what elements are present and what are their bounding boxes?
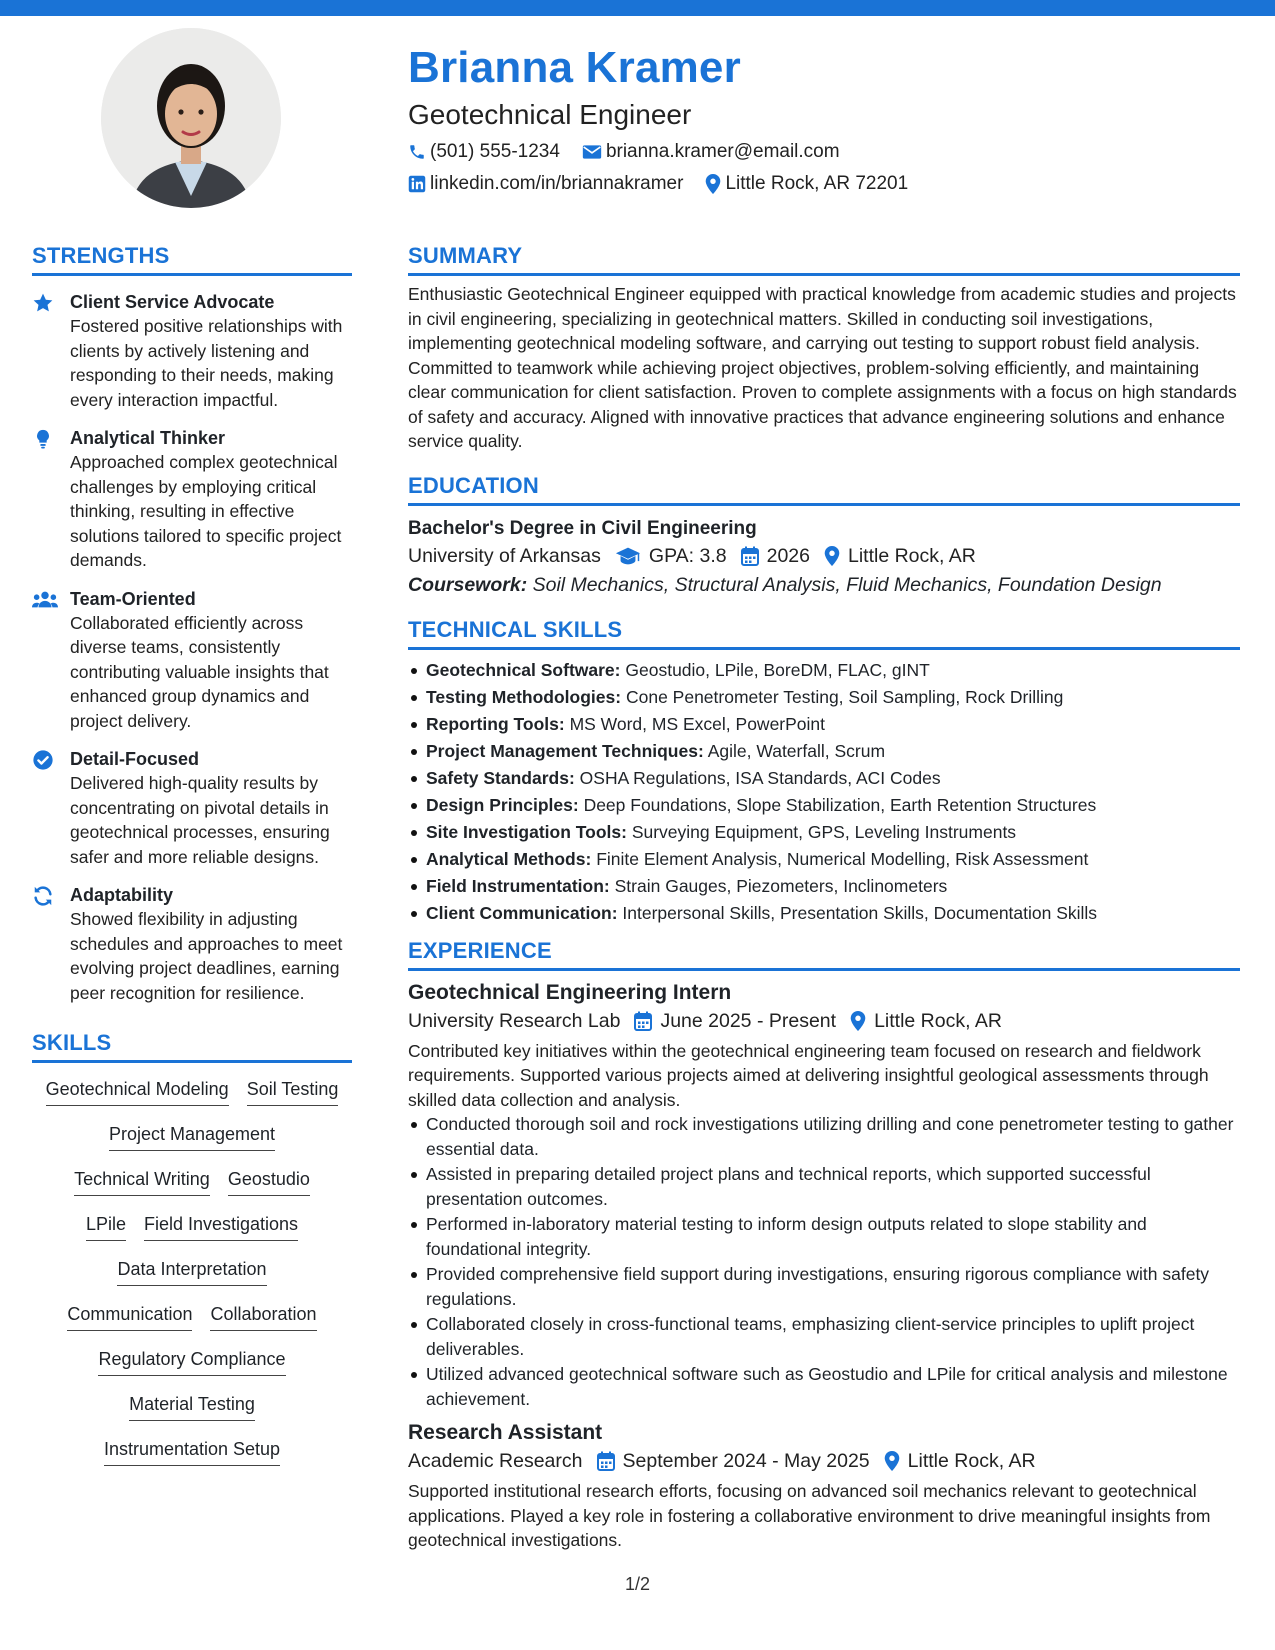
tech-value: OSHA Regulations, ISA Standards, ACI Codes [579, 767, 941, 788]
skill-tag: Communication [67, 1302, 192, 1331]
check-circle-icon [32, 749, 54, 771]
job-title: Geotechnical Engineering Intern [408, 980, 732, 1004]
tech-label: Site Investigation Tools: [426, 821, 627, 842]
tech-label: Design Principles: [426, 794, 579, 815]
star-icon [32, 292, 54, 314]
list-item [408, 765, 1240, 792]
technical-skills-heading: TECHNICAL SKILLS [408, 616, 1240, 650]
school-location [824, 542, 976, 570]
strength-item [32, 290, 352, 412]
strength-title: Team-Oriented [70, 588, 196, 609]
strength-title: Client Service Advocate [70, 292, 275, 312]
coursework-label: Coursework: [408, 573, 528, 596]
skill-row [32, 1077, 352, 1122]
tech-label: Safety Standards: [426, 767, 575, 788]
strength-desc: Approached complex geotechnical challenges by employing critical thinking, resulting in effective solutions tailored to specific project demands. [70, 452, 342, 570]
strength-desc: Fostered positive relationships with clients by actively listening and responding to their needs, making every interaction impactful. [70, 316, 343, 410]
job-dates [597, 1447, 870, 1475]
tech-value: Surveying Equipment, GPS, Leveling Instruments [631, 821, 1017, 842]
strength-item [32, 747, 352, 869]
job-meta [408, 1007, 1240, 1035]
resume-header [408, 40, 1248, 196]
tech-value: Agile, Waterfall, Scrum [707, 740, 886, 761]
strength-item [32, 883, 352, 1005]
page-number: 1/2 [624, 1574, 651, 1594]
tech-label: Project Management Techniques: [426, 740, 704, 761]
strength-item [32, 426, 352, 573]
list-item: Utilized advanced geotechnical software such as Geostudio and LPile for critical analysis and milestone achievement. [408, 1362, 1240, 1411]
company-text: University Research Lab [408, 1009, 621, 1032]
list-item [408, 846, 1240, 873]
job-entry [408, 1419, 1240, 1553]
list-item [408, 792, 1240, 819]
year-text: 2026 [766, 544, 810, 567]
list-item: Collaborated closely in cross-functional teams, emphasizing client-service principles to uplift project deliverables. [408, 1312, 1240, 1361]
tech-value: Cone Penetrometer Testing, Soil Sampling, Rock Drilling [625, 686, 1064, 707]
tech-value: Strain Gauges, Piezometers, Inclinometers [614, 875, 948, 896]
technical-skills-list [408, 657, 1240, 927]
linkedin-icon [408, 175, 426, 193]
strength-title: Analytical Thinker [70, 428, 226, 448]
tech-label: Geotechnical Software: [426, 659, 621, 680]
location-pin-icon [705, 174, 721, 194]
skill-tag: Instrumentation Setup [104, 1437, 280, 1466]
profile-photo [101, 28, 281, 208]
job-location-text: Little Rock, AR [874, 1009, 1002, 1032]
gpa-text: GPA: 3.8 [648, 544, 727, 567]
coursework [408, 570, 1240, 600]
strength-item [32, 587, 352, 734]
job-entry [408, 979, 1240, 1412]
job-bullets [408, 1112, 1240, 1411]
tech-value: Deep Foundations, Slope Stabilization, Earth Retention Structures [583, 794, 1097, 815]
education-meta [408, 542, 1240, 570]
contact-row-1 [408, 140, 1248, 164]
grad-year [741, 542, 810, 570]
skill-row [32, 1122, 352, 1167]
skill-tag: Technical Writing [74, 1167, 210, 1196]
skill-tag: Regulatory Compliance [98, 1347, 285, 1376]
contact-location [705, 173, 908, 195]
job-dates [634, 1007, 836, 1035]
school-name [408, 542, 601, 570]
school-location-text: Little Rock, AR [847, 544, 976, 567]
tech-label: Client Communication: [426, 902, 618, 923]
graduation-cap-icon [615, 546, 641, 566]
email-text: brianna.kramer@email.com [605, 141, 840, 162]
skill-row [32, 1302, 352, 1347]
list-item [408, 738, 1240, 765]
skill-tag: Geostudio [228, 1167, 310, 1196]
summary-text: Enthusiastic Geotechnical Engineer equipped with practical knowledge from academic studies and projects in civil engineering, specializing in geotechnical matters. Skilled in conducting soil investigations, implementing geotechnical modeling software, and carrying out testing to support robust field analysis. Committed to teamwork while achieving project objectives, problem-solving efficiently, and maintaining clear communication for client satisfaction. Proven to complete assignments with a focus on high standards of safety and accuracy. Aligned with innovative practices that advance engineering solutions and enhance service quality. [408, 284, 1237, 451]
tech-value: Interpersonal Skills, Presentation Skills, Documentation Skills [622, 902, 1098, 923]
email-icon [582, 143, 602, 161]
skill-row [32, 1167, 352, 1212]
list-item: Assisted in preparing detailed project plans and technical reports, which supported successful presentation outcomes. [408, 1162, 1240, 1211]
profile-photo-avatar-icon [101, 28, 281, 208]
skill-tag: Soil Testing [247, 1077, 339, 1106]
skill-tag: Collaboration [210, 1302, 316, 1331]
company [408, 1447, 583, 1475]
contact-phone [408, 141, 560, 163]
experience-heading: EXPERIENCE [408, 937, 1240, 971]
skill-row [32, 1437, 352, 1482]
skill-row [32, 1392, 352, 1437]
phone-text: (501) 555-1234 [430, 141, 560, 162]
skill-row [32, 1257, 352, 1302]
gpa [615, 542, 727, 570]
summary-heading: SUMMARY [408, 242, 1240, 276]
list-item [408, 711, 1240, 738]
calendar-icon [741, 546, 759, 566]
dates-text: June 2025 - Present [660, 1009, 837, 1032]
phone-icon [408, 143, 426, 161]
strength-desc: Showed flexibility in adjusting schedules and approaches to meet evolving project deadlines, earning peer recognition for resilience. [70, 909, 343, 1003]
lightbulb-icon [32, 428, 54, 450]
skill-tag: Project Management [109, 1122, 275, 1151]
job-location [884, 1447, 1036, 1475]
job-title: Research Assistant [408, 1421, 603, 1444]
candidate-title: Geotechnical Engineer [408, 99, 692, 130]
contact-row-2 [408, 172, 1248, 196]
list-item [408, 900, 1240, 927]
strength-desc: Collaborated efficiently across diverse teams, consistently contributing valuable insights that enhanced group dynamics and project delivery. [70, 612, 329, 731]
job-description: Contributed key initiatives within the geotechnical engineering team focused on research and fieldwork requirements. Supported various projects aimed at delivering insightful geological assessments through skilled data collection and analysis. [408, 1040, 1209, 1110]
school-text: University of Arkansas [408, 544, 601, 567]
team-icon [32, 589, 58, 611]
location-pin-icon [824, 546, 840, 566]
location-text: Little Rock, AR 72201 [725, 173, 909, 194]
coursework-text: Soil Mechanics, Structural Analysis, Fluid Mechanics, Foundation Design [532, 573, 1162, 596]
list-item [408, 873, 1240, 900]
strength-desc: Delivered high-quality results by concentrating on pivotal details in geotechnical processes, ensuring safer and more reliable designs. [70, 773, 330, 867]
list-item: Provided comprehensive field support during investigations, ensuring rigorous compliance with safety regulations. [408, 1262, 1240, 1311]
contact-linkedin[interactable] [408, 173, 683, 195]
skill-tag: Geotechnical Modeling [46, 1077, 229, 1106]
job-location [850, 1007, 1002, 1035]
list-item: Performed in-laboratory material testing to inform design outputs related to slope stability and foundational integrity. [408, 1212, 1240, 1261]
company-text: Academic Research [408, 1450, 583, 1472]
calendar-icon [597, 1451, 615, 1471]
list-item [408, 684, 1240, 711]
tech-value: Geostudio, LPile, BoreDM, FLAC, gINT [625, 659, 930, 680]
location-pin-icon [850, 1011, 866, 1031]
strength-title: Detail-Focused [70, 749, 200, 769]
dates-text: September 2024 - May 2025 [622, 1450, 870, 1472]
location-pin-icon [884, 1451, 900, 1471]
list-item [408, 819, 1240, 846]
skills-heading: SKILLS [32, 1029, 352, 1063]
skill-row [32, 1212, 352, 1257]
education-heading: EDUCATION [408, 472, 1240, 506]
strength-title: Adaptability [70, 885, 174, 905]
tech-value: MS Word, MS Excel, PowerPoint [569, 713, 826, 734]
degree-title: Bachelor's Degree in Civil Engineering [408, 517, 757, 539]
skill-tag: Data Interpretation [117, 1257, 266, 1286]
tech-label: Analytical Methods: [426, 848, 592, 869]
skill-tag: Material Testing [129, 1392, 255, 1421]
tech-label: Testing Methodologies: [426, 686, 622, 707]
left-column [32, 242, 352, 1482]
skill-row [32, 1347, 352, 1392]
list-item [408, 657, 1240, 684]
top-accent-bar [0, 0, 1275, 16]
calendar-icon [634, 1011, 652, 1031]
tech-label: Field Instrumentation: [426, 875, 610, 896]
candidate-name: Brianna Kramer [408, 43, 741, 92]
job-meta [408, 1447, 1240, 1475]
list-item: Conducted thorough soil and rock investigations utilizing drilling and cone penetrometer testing to gather essential data. [408, 1112, 1240, 1161]
tech-value: Finite Element Analysis, Numerical Modelling, Risk Assessment [596, 848, 1089, 869]
job-description: Supported institutional research efforts, focusing on advanced soil mechanics relevant to geotechnical applications. Played a key role in fostering a collaborative environment to drive meaningful insights from geotechnical investigations. [408, 1481, 1211, 1550]
skill-tag: Field Investigations [144, 1212, 298, 1241]
tech-label: Reporting Tools: [426, 713, 565, 734]
right-column [408, 242, 1240, 1553]
company [408, 1007, 620, 1035]
linkedin-text: linkedin.com/in/briannakramer [430, 173, 684, 194]
refresh-icon [32, 885, 54, 907]
job-location-text: Little Rock, AR [907, 1450, 1036, 1472]
skills-cloud [32, 1077, 352, 1482]
contact-email[interactable] [582, 141, 840, 163]
strengths-heading: STRENGTHS [32, 242, 352, 276]
skill-tag: LPile [86, 1212, 126, 1241]
